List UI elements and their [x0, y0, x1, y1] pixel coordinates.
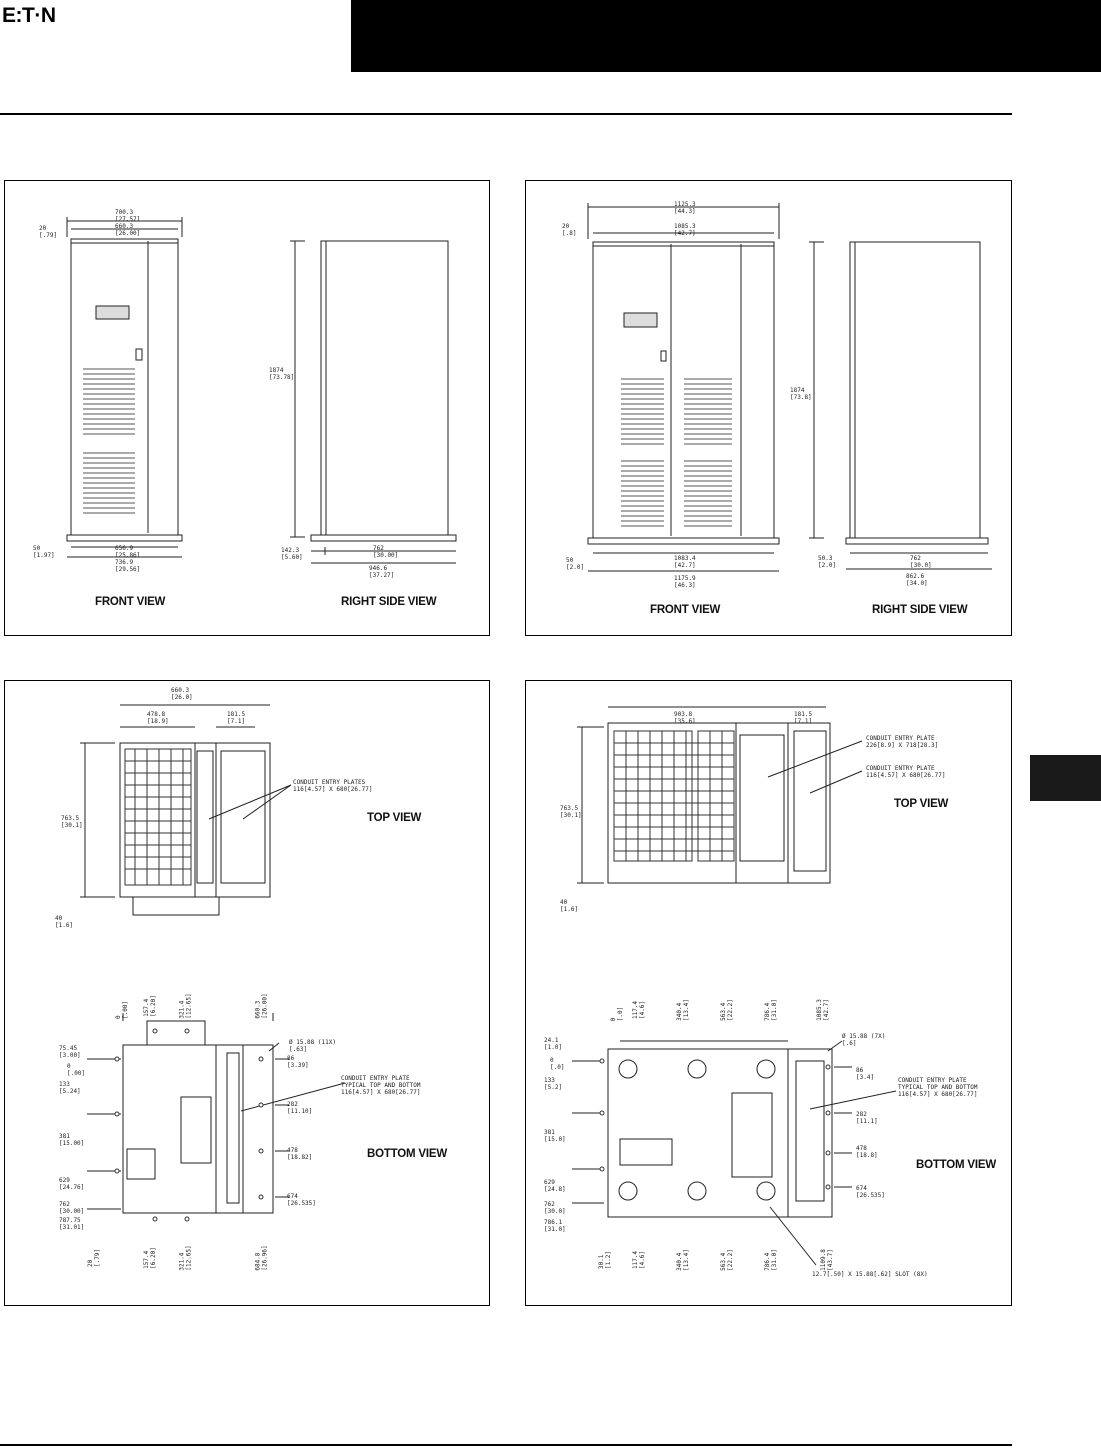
- front-vent-upper: [83, 369, 135, 434]
- front-view-caption: FRONT VIEW: [650, 604, 721, 616]
- top-view-caption: TOP VIEW: [367, 812, 422, 824]
- front-vent-left: [621, 379, 664, 526]
- dim-front-bottom-a: 1083.4 [42.7]: [674, 555, 696, 569]
- dim-top-offset: 40 [1.6]: [560, 899, 579, 913]
- dim-b-x2: 340.4 [13.4]: [675, 999, 690, 1021]
- dim-b-x3: 660.3 [26.00]: [254, 993, 269, 1019]
- dim-left-offset: 20 [.8]: [562, 223, 577, 237]
- dim-top-width: 1125.3 [44.3]: [674, 201, 696, 215]
- dim-b-x4: 786.4 [31.0]: [763, 999, 778, 1021]
- dim-front-bottom-a: 656.9 [25.86]: [115, 545, 141, 559]
- bottom-view-caption: BOTTOM VIEW: [916, 1159, 997, 1171]
- dim-front-bottom-b: 1175.9 [46.3]: [674, 575, 696, 589]
- dim-b-y5: 787.75 [31.01]: [59, 1217, 85, 1231]
- dim-b-r4: 674 [26.535]: [856, 1185, 885, 1199]
- drawing-single-front-side: [5, 181, 491, 637]
- hole-note: Ø 15.88 (11X) [.63]: [289, 1039, 336, 1053]
- dim-b-r1: 86 [3.39]: [287, 1055, 309, 1069]
- dim-b-bx2: 321.4 [12.65]: [178, 1245, 193, 1271]
- dim-side-depth: 762 [30.0]: [910, 555, 932, 569]
- dim-inner-width: 660.3 [26.00]: [115, 223, 141, 237]
- dim-top-inner: 478.8 [18.9]: [147, 711, 169, 725]
- dim-top-width: 700.3 [27.57]: [115, 209, 141, 223]
- dim-top-depth: 763.5 [30.1]: [61, 815, 83, 829]
- dim-b-bx2: 340.4 [13.4]: [675, 1249, 690, 1271]
- dim-b-r2: 282 [11.10]: [287, 1101, 313, 1115]
- dim-b-x1: 117.4 [4.6]: [632, 1000, 647, 1020]
- bottom-view-outline: [123, 1045, 273, 1213]
- dim-b-y2: 381 [15.00]: [59, 1133, 85, 1147]
- right-side-view-caption: RIGHT SIDE VIEW: [341, 596, 437, 608]
- breaker-grid: [125, 749, 191, 885]
- dim-b-r4: 674 [26.535]: [287, 1193, 316, 1207]
- front-cabinet-outline: [71, 239, 178, 535]
- drawing-double-front-side: [526, 181, 1013, 637]
- dim-b-bx1: 117.4 [4.6]: [632, 1250, 647, 1270]
- dim-b-bx3: 563.4 [22.2]: [719, 1249, 734, 1271]
- dim-b-x0: 0 [.00]: [115, 1000, 130, 1020]
- breaker-grid: [614, 731, 734, 861]
- conduit-entry-plate-a-note: CONDUIT ENTRY PLATE 226[8.9] X 718[28.3]: [866, 735, 939, 749]
- dim-top-offset: 40 [1.6]: [55, 915, 74, 929]
- footer-rule: [0, 1444, 1012, 1446]
- slot-note: 12.7[.50] X 15.88[.62] SLOT (8X): [812, 1271, 928, 1278]
- dim-base-offset: 50 [2.0]: [566, 557, 585, 571]
- dim-b-x1: 157.4 [6.20]: [142, 995, 157, 1017]
- dim-top-width: 903.8 [35.6]: [674, 711, 696, 725]
- dim-b-y4: 762 [30.0]: [544, 1201, 566, 1215]
- dim-b-y0b: 0 [.0]: [550, 1057, 565, 1071]
- header-band: [351, 0, 1101, 72]
- dim-b-y1: 133 [5.24]: [59, 1081, 81, 1095]
- dim-b-y3: 629 [24.8]: [544, 1179, 566, 1193]
- side-cabinet-outline: [321, 241, 448, 535]
- front-vent-lower: [83, 453, 135, 513]
- dim-top-right: 181.5 [7.1]: [227, 711, 246, 725]
- dim-b-y0b: 0 [.00]: [67, 1063, 86, 1077]
- dim-base-offset: 50 [1.97]: [33, 545, 55, 559]
- dim-b-r2: 282 [11.1]: [856, 1111, 878, 1125]
- control-panel-icon: [96, 306, 129, 319]
- dim-top-depth: 763.5 [30.1]: [560, 805, 582, 819]
- dim-b-bx1: 157.4 [6.20]: [142, 1247, 157, 1269]
- dim-b-x0: 0 [.0]: [610, 1006, 625, 1022]
- top-view-caption: TOP VIEW: [894, 798, 949, 810]
- dim-b-x3: 563.4 [22.2]: [719, 999, 734, 1021]
- front-cabinet-outline: [593, 242, 774, 538]
- mount-holes: [115, 1029, 263, 1221]
- dim-b-bx0: 20 [.79]: [87, 1248, 102, 1268]
- dim-b-y0a: 24.1 [1.0]: [544, 1037, 563, 1051]
- dim-b-y1: 133 [5.2]: [544, 1077, 563, 1091]
- dim-b-x5: 1085.3 [42.7]: [815, 999, 830, 1021]
- dim-b-y4: 762 [30.00]: [59, 1201, 85, 1215]
- dim-b-bx5: 1109.8 [43.7]: [819, 1249, 834, 1271]
- dim-b-bx0: 30.1 [1.2]: [598, 1250, 613, 1270]
- front-vent-right: [684, 379, 732, 526]
- dim-b-y2: 381 [15.0]: [544, 1129, 566, 1143]
- control-panel-icon: [624, 313, 657, 327]
- dim-b-r3: 478 [18.8]: [856, 1145, 878, 1159]
- panel-single-top-bottom: [4, 680, 490, 1306]
- header-rule: [0, 113, 1012, 115]
- dim-top-right: 181.5 [7.1]: [794, 711, 813, 725]
- conduit-entry-plate-typical-note: CONDUIT ENTRY PLATE TYPICAL TOP AND BOTTOM 116[4.57] X 680[26.77]: [341, 1075, 421, 1096]
- dim-b-y0a: 75.45 [3.00]: [59, 1045, 81, 1059]
- dim-side-left: 50.3 [2.0]: [818, 555, 837, 569]
- caster-feet: [619, 1060, 775, 1200]
- dim-b-r1: 86 [3.4]: [856, 1067, 875, 1081]
- dim-side-left: 142.3 [5.60]: [281, 547, 303, 561]
- dim-left-offset: 20 [.79]: [39, 225, 58, 239]
- conduit-entry-plate-typical-note: CONDUIT ENTRY PLATE TYPICAL TOP AND BOTTOM 116[4.57] X 680[26.77]: [898, 1077, 978, 1098]
- dim-height: 1874 [73.78]: [269, 367, 295, 381]
- dim-top-width: 660.3 [26.0]: [171, 687, 193, 701]
- dim-height: 1874 [73.8]: [790, 387, 812, 401]
- dim-b-y5: 786.1 [31.0]: [544, 1219, 566, 1233]
- panel-double-front-side: [525, 180, 1012, 636]
- panel-double-top-bottom: [525, 680, 1012, 1306]
- section-tab: [1030, 755, 1101, 801]
- dim-b-x2: 321.4 [12.65]: [178, 993, 193, 1019]
- bottom-view-outline: [608, 1049, 832, 1217]
- dim-b-bx4: 786.4 [31.0]: [763, 1249, 778, 1271]
- front-view-caption: FRONT VIEW: [95, 596, 166, 608]
- dim-b-r3: 478 [18.82]: [287, 1147, 313, 1161]
- dim-b-bx3: 684.8 [26.96]: [254, 1245, 269, 1271]
- dim-side-depth: 762 [30.00]: [373, 545, 399, 559]
- eaton-logo: E:T·N: [2, 4, 56, 27]
- side-cabinet-outline: [850, 242, 980, 538]
- dim-front-bottom-b: 736.9 [29.56]: [115, 559, 141, 573]
- dim-b-y3: 629 [24.76]: [59, 1177, 85, 1191]
- conduit-entry-plate-b-note: CONDUIT ENTRY PLATE 116[4.57] X 680[26.77]: [866, 765, 946, 779]
- dim-side-total: 946.6 [37.27]: [369, 565, 395, 579]
- dim-inner-width: 1085.3 [42.7]: [674, 223, 696, 237]
- panel-single-front-side: [4, 180, 490, 636]
- conduit-entry-plates-note: CONDUIT ENTRY PLATES 116[4.57] X 680[26.77]: [293, 779, 373, 793]
- right-side-view-caption: RIGHT SIDE VIEW: [872, 604, 968, 616]
- dim-side-total: 862.6 [34.0]: [906, 573, 928, 587]
- bottom-view-caption: BOTTOM VIEW: [367, 1148, 448, 1160]
- hole-note: Ø 15.88 (7X) [.6]: [842, 1033, 886, 1047]
